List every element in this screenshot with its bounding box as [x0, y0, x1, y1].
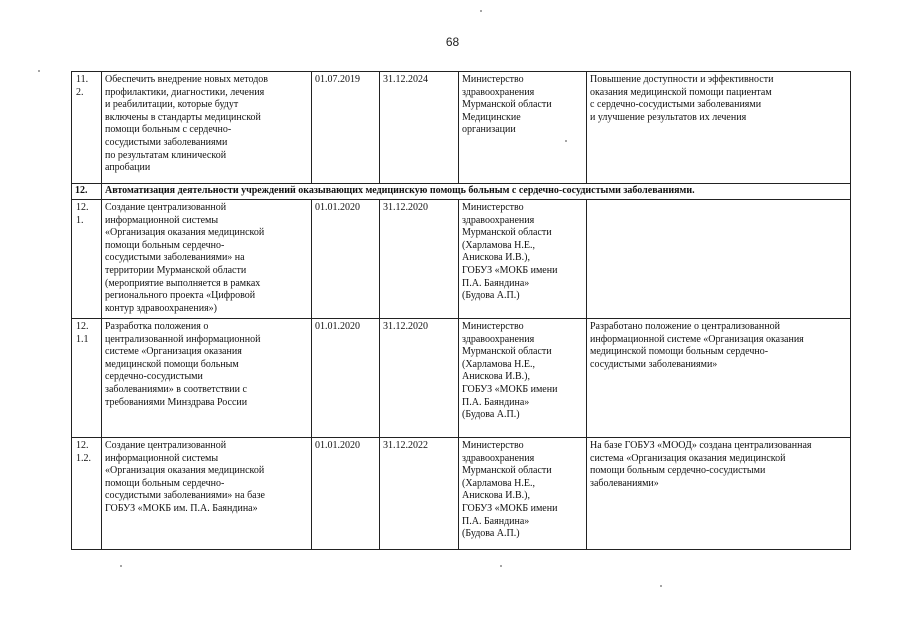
table-row	[72, 319, 851, 438]
scan-speck	[660, 585, 662, 587]
row-number: 12. 1.	[72, 200, 102, 319]
section-number: 12.	[72, 184, 102, 200]
end-date-cell: 31.12.2024	[380, 72, 459, 184]
activity-cell: Обеспечить внедрение новых методов профилактики, диагностики, лечения и реабилитации, которые будут включены в стандарты медицинской помощи больным с сердечно- сосудистыми заболеваниями по результатам клинической апробации	[102, 72, 312, 184]
table-row	[72, 438, 851, 550]
end-date-cell: 31.12.2020	[380, 200, 459, 319]
activity-cell: Создание централизованной информационной системы «Организация оказания медицинской помощи больным сердечно- сосудистыми заболеваниями» на базе ГОБУЗ «МОКБ им. П.А. Баяндина»	[102, 438, 312, 550]
activity-cell: Разработка положения о централизованной информационной системе «Организация оказания медицинской помощи больным сердечно-сосудистыми заболеваниями» в соответствии с требованиями Минздрава России	[102, 319, 312, 438]
row-number: 11. 2.	[72, 72, 102, 184]
result-cell: Разработано положение о централизованной информационной системе «Организация оказания медицинской помощи больным сердечно- сосудистыми заболеваниями»	[587, 319, 851, 438]
activity-cell: Создание централизованной информационной системы «Организация оказания медицинской помощи больным сердечно- сосудистыми заболеваниями» на территории Мурманской области (мероприятие выполняется в рамках регионального проекта «Цифровой контур здравоохранения»)	[102, 200, 312, 319]
row-number: 12. 1.1	[72, 319, 102, 438]
executor-cell: Министерство здравоохранения Мурманской области (Харламова Н.Е., Анискова И.В.), ГОБУЗ «МОКБ имени П.А. Баяндина» (Будова А.П.)	[459, 200, 587, 319]
scan-speck	[120, 565, 122, 567]
result-cell: На базе ГОБУЗ «МООД» создана централизованная система «Организация оказания медицинской помощи больным сердечно-сосудистыми заболеваниями»	[587, 438, 851, 550]
section-header-row	[72, 184, 851, 200]
row-number: 12. 1.2.	[72, 438, 102, 550]
scan-speck	[480, 10, 482, 12]
scan-speck	[565, 140, 567, 142]
result-cell: Повышение доступности и эффективности оказания медицинской помощи пациентам с сердечно-сосудистыми заболеваниями и улучшение результатов их лечения	[587, 72, 851, 184]
start-date-cell: 01.01.2020	[312, 438, 380, 550]
scan-speck	[500, 565, 502, 567]
page-number: 68	[445, 35, 460, 49]
end-date-cell: 31.12.2022	[380, 438, 459, 550]
section-title: Автоматизация деятельности учреждений оказывающих медицинскую помощь больным с сердечно-сосудистыми заболеваниями.	[102, 184, 851, 200]
end-date-cell: 31.12.2020	[380, 319, 459, 438]
executor-cell: Министерство здравоохранения Мурманской области (Харламова Н.Е., Анискова И.В.), ГОБУЗ «МОКБ имени П.А. Баяндина» (Будова А.П.)	[459, 319, 587, 438]
executor-cell: Министерство здравоохранения Мурманской области Медицинские организации	[459, 72, 587, 184]
start-date-cell: 01.01.2020	[312, 200, 380, 319]
table-row	[72, 72, 851, 184]
activities-table	[71, 71, 851, 550]
start-date-cell: 01.07.2019	[312, 72, 380, 184]
executor-cell: Министерство здравоохранения Мурманской области (Харламова Н.Е., Анискова И.В.), ГОБУЗ «МОКБ имени П.А. Баяндина» (Будова А.П.)	[459, 438, 587, 550]
scan-speck	[38, 70, 40, 72]
start-date-cell: 01.01.2020	[312, 319, 380, 438]
table-row	[72, 200, 851, 319]
result-cell	[587, 200, 851, 319]
